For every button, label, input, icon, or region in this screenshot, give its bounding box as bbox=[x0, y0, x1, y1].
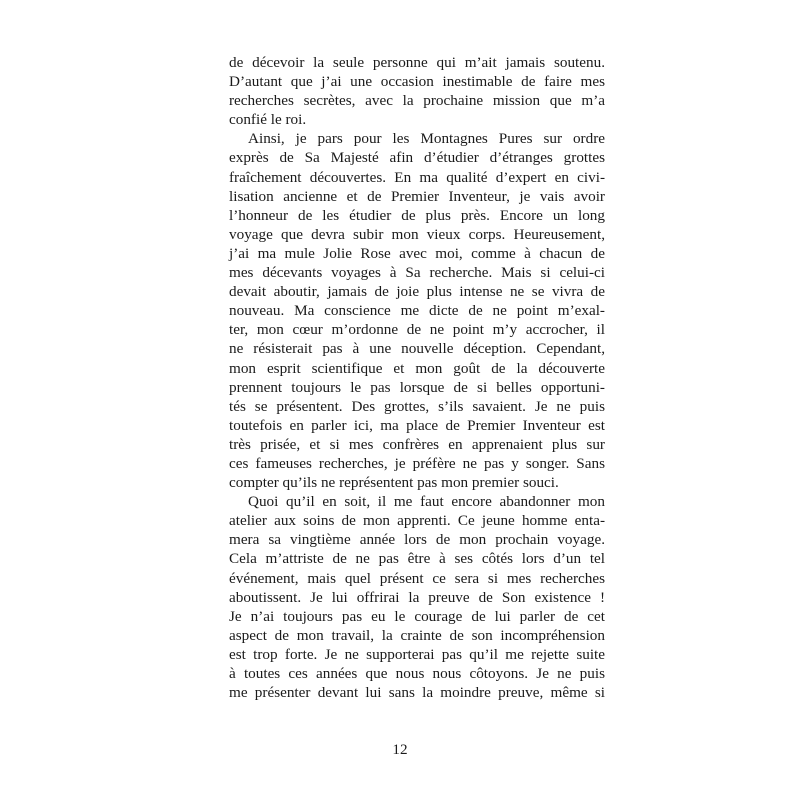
text-line: ter, mon cœur m’ordonne de ne point m’y accrocher, il bbox=[229, 321, 605, 339]
text-line: à toutes ces années que nous nous côtoyons. Je ne puis bbox=[229, 665, 605, 682]
text-line: Je n’ai toujours pas eu le courage de lui parler de cet bbox=[229, 607, 605, 625]
text-line: nouveau. Ma conscience me dicte de ne point m’exal- bbox=[229, 302, 605, 320]
text-line: Ainsi, je pars pour les Montagnes Pures sur ordre bbox=[248, 130, 605, 148]
text-line: prennent toujours le pas lorsque de si belles opportuni- bbox=[229, 378, 605, 396]
text-line: est trop forte. Je ne supporterai pas qu’il me rejette suite bbox=[229, 645, 605, 663]
text-line: toutefois en parler ici, ma place de Premier Inventeur est bbox=[229, 416, 605, 434]
text-line: de décevoir la seule personne qui m’ait jamais soutenu. bbox=[229, 54, 605, 71]
text-line: ces fameuses recherches, je préfère ne pas y songer. Sans bbox=[229, 454, 605, 472]
text-line: recherches secrètes, avec la prochaine mission que m’a bbox=[229, 92, 605, 110]
text-line: mon esprit scientifique et mon goût de la découverte bbox=[229, 359, 605, 377]
text-line: lisation ancienne et de Premier Inventeur, je vais avoir bbox=[229, 187, 605, 205]
text-line: atelier aux soins de mon apprenti. Ce jeune homme enta- bbox=[229, 512, 605, 530]
text-line: Quoi qu’il en soit, il me faut encore abandonner mon bbox=[248, 493, 605, 511]
text-line: mes décevants voyages à Sa recherche. Mais si celui-ci bbox=[229, 264, 605, 282]
text-line: exprès de Sa Majesté afin d’étudier d’étranges grottes bbox=[229, 149, 605, 167]
text-line: me présenter devant lui sans la moindre preuve, même si bbox=[229, 684, 605, 702]
text-line: voyage que devra subir mon vieux corps. Heureusement, bbox=[229, 225, 605, 243]
text-line: l’honneur de les étudier de plus près. Encore un long bbox=[229, 206, 605, 224]
text-line: Cela m’attriste de ne pas être à ses côtés lors d’un tel bbox=[229, 550, 605, 568]
page-number: 12 bbox=[392, 741, 408, 758]
text-line: j’ai ma mule Jolie Rose avec moi, comme à chacun de bbox=[229, 244, 605, 262]
text-line: tés se présentent. Des grottes, s’ils savaient. Je ne puis bbox=[229, 397, 605, 415]
text-line: compter qu’ils ne représentent pas mon premier souci. bbox=[229, 474, 559, 492]
text-line: événement, mais quel présent ce sera si mes recherches bbox=[229, 569, 605, 587]
text-line: fraîchement découvertes. En ma qualité d’expert en civi- bbox=[229, 168, 605, 186]
text-line: aspect de mon travail, la crainte de son incompréhension bbox=[229, 626, 605, 644]
text-line: mera sa vingtième année lors de mon prochain voyage. bbox=[229, 531, 605, 549]
text-line: très prisée, et si mes confrères en apprenaient plus sur bbox=[229, 435, 605, 453]
text-line: D’autant que j’ai une occasion inestimable de faire mes bbox=[229, 73, 605, 91]
text-line: devait aboutir, jamais de joie plus intense ne se vivra de bbox=[229, 283, 605, 301]
text-line: confié le roi. bbox=[229, 111, 307, 129]
text-line: ne résisterait pas à une nouvelle déception. Cependant, bbox=[229, 340, 605, 358]
body-text bbox=[229, 53, 605, 702]
text-line: aboutissent. Je lui offrirai la preuve de Son existence ! bbox=[229, 588, 605, 606]
